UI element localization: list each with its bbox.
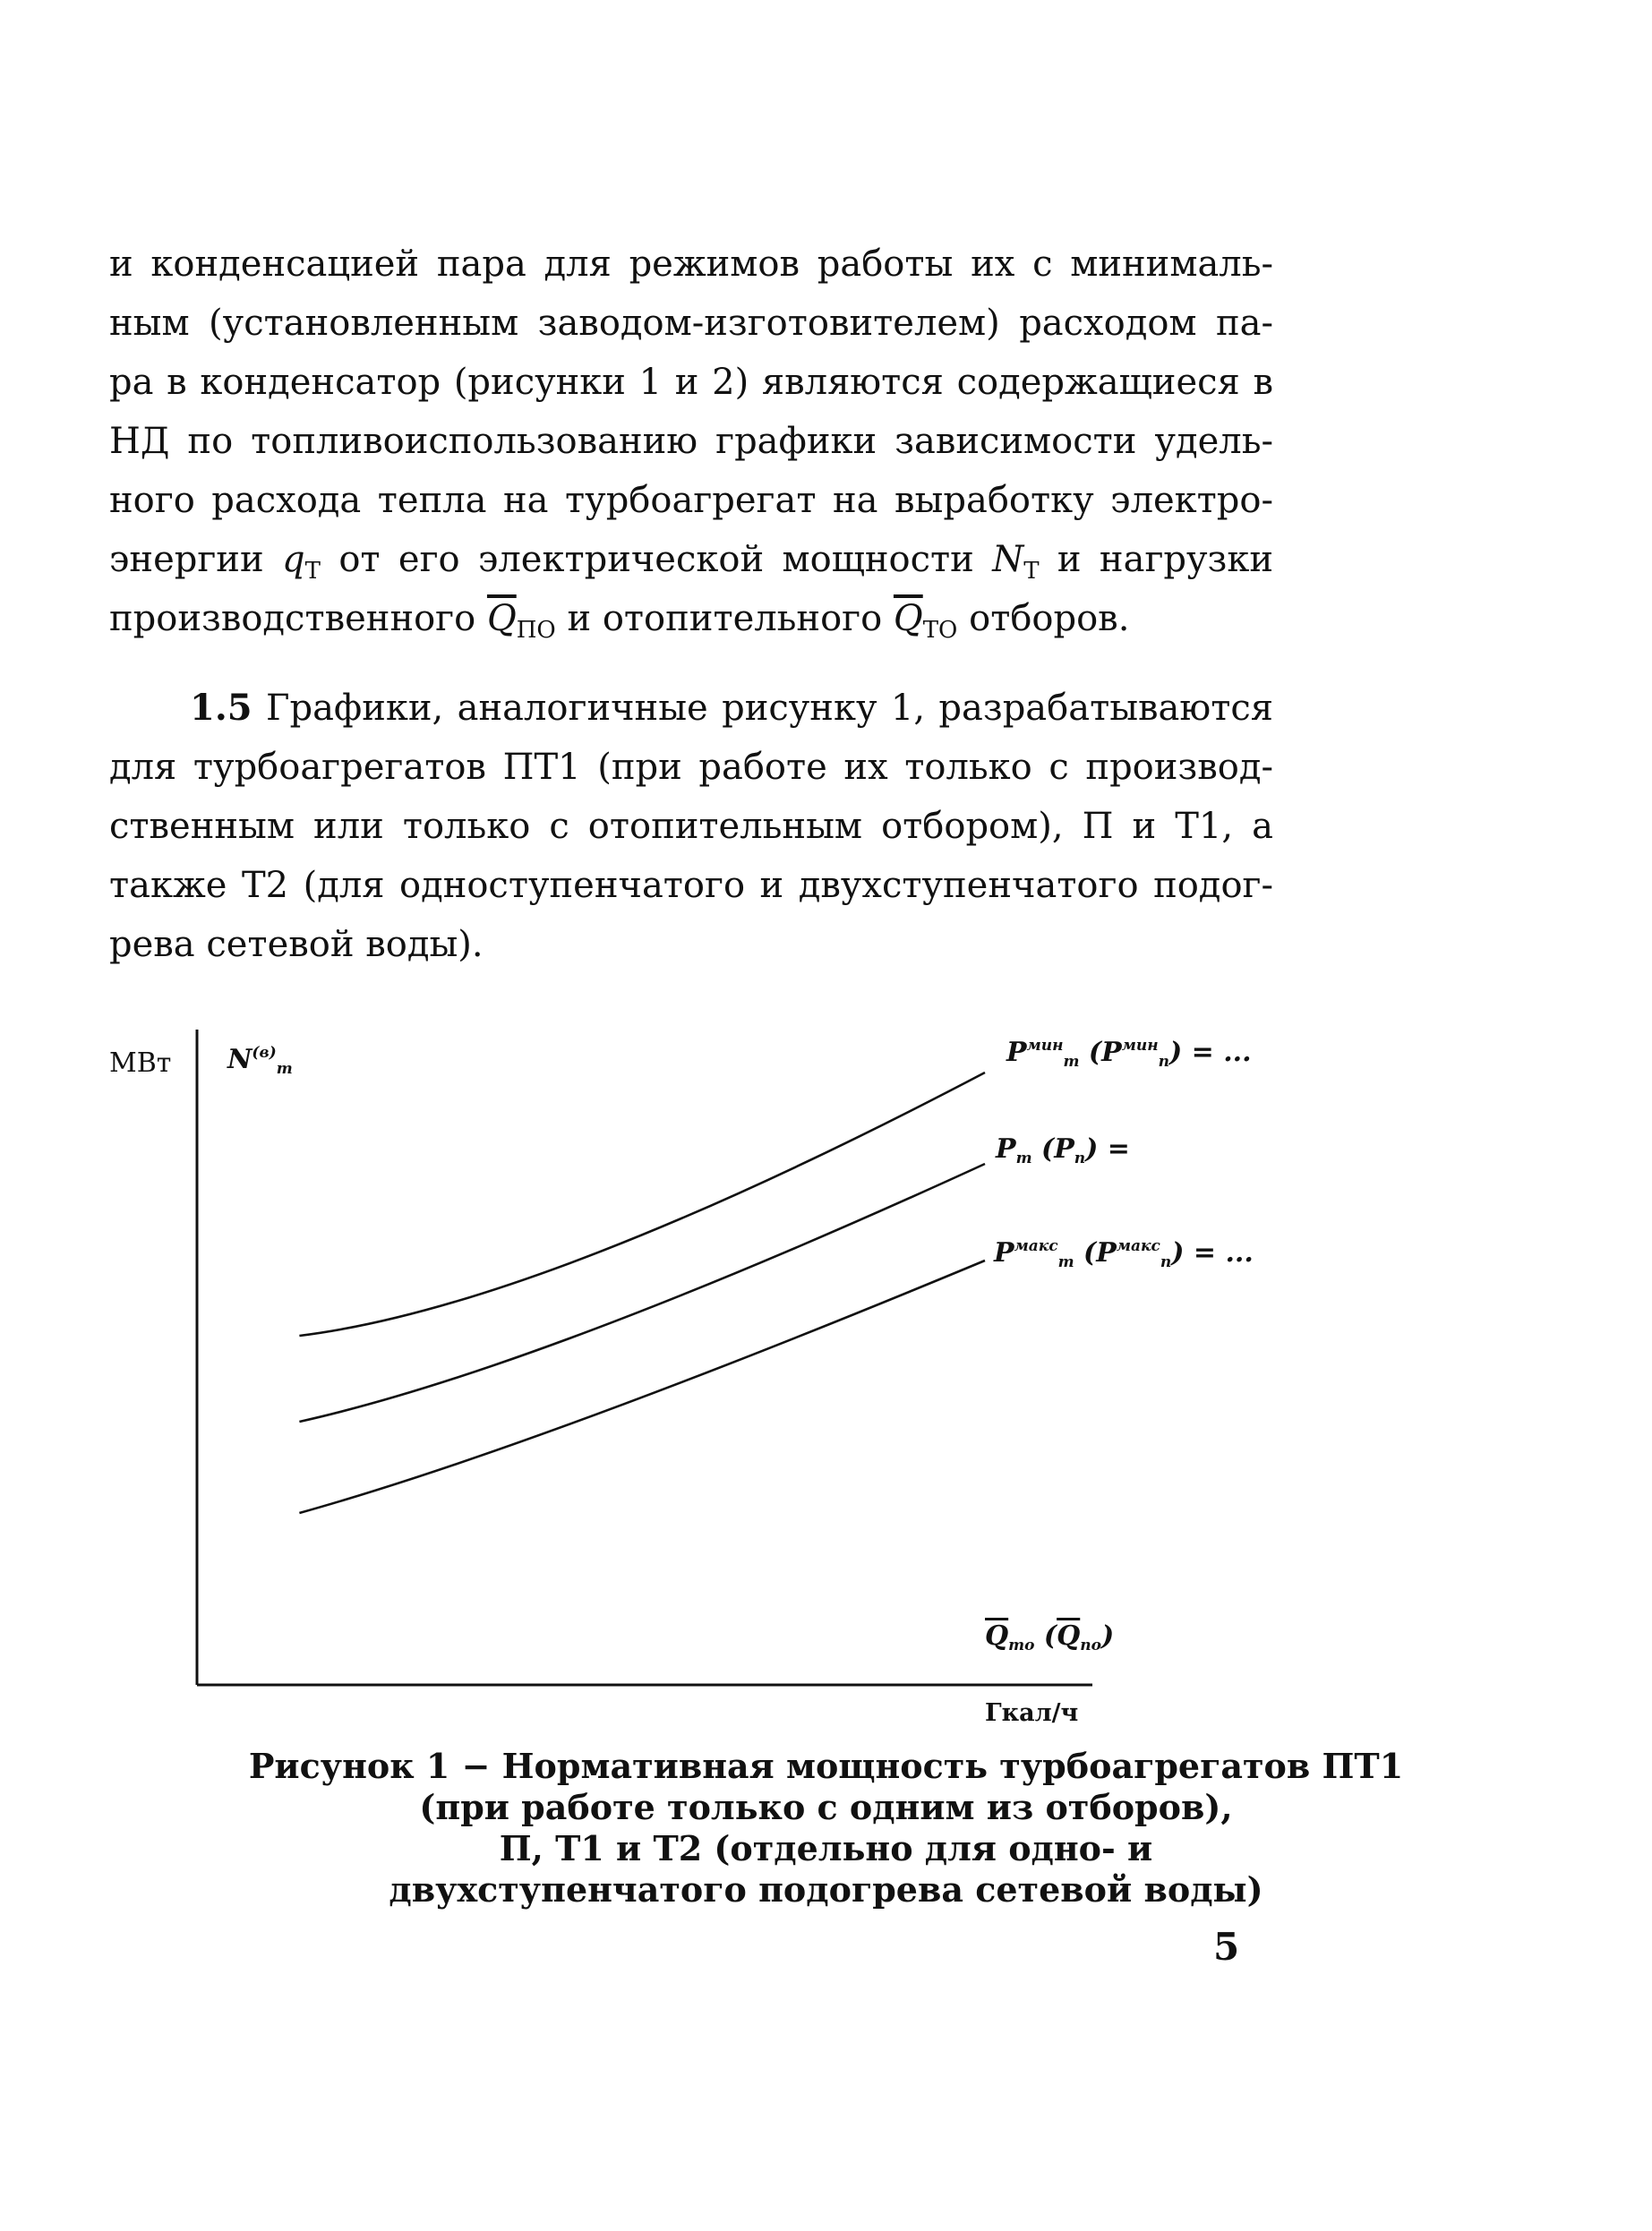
text-line: ственным или только с отопительным отбором), П и Т1, а	[109, 806, 1273, 847]
text-line: и конденсацией пара для режимов работы их с минималь-	[109, 244, 1273, 285]
text-line-formula-qpo: производственного $\overline{Q}_{ПО}$ и отопительного $\overline{Q}_{ТО}$ отборов.	[109, 598, 1130, 644]
x-axis-symbol: $\overline{Q}_{то}$ $(\overline{Q}_{по})$	[985, 1620, 1115, 1654]
section-number: 1.5	[190, 687, 253, 729]
caption-line: Рисунок 1 − Нормативная мощность турбоагрегатов ПТ1	[248, 1746, 1404, 1786]
text-line: рева сетевой воды).	[109, 924, 484, 965]
text-line: для турбоагрегатов ПТ1 (при работе их только с производ-	[109, 747, 1273, 788]
curve-series-3	[299, 1261, 985, 1513]
curve-label-max: $P^{макс}_т$ $(P^{макс}_п)$ = ...	[994, 1237, 1254, 1271]
caption-line: двухступенчатого подогрева сетевой воды)	[389, 1869, 1263, 1910]
curve-label-min: $P^{мин}_т$ $(P^{мин}_п)$ = ...	[1006, 1037, 1252, 1071]
curve-label-nominal: $P_т$ $(P_п)$ =	[996, 1133, 1130, 1167]
text-line-first: 1.5 Графики, аналогичные рисунку 1, разрабатываются	[190, 687, 1273, 729]
text-line-formula-q: энергии $q_Т$ от его электрической мощности $N_Т$ и нагрузки	[109, 539, 1274, 585]
x-axis-unit: Гкал/ч	[985, 1699, 1079, 1727]
text-line: ного расхода тепла на турбоагрегат на выработку электро-	[109, 480, 1273, 521]
text-line: ра в конденсатор (рисунки 1 и 2) являются содержащиеся в	[109, 362, 1273, 403]
chart-plot	[0, 1003, 1652, 1719]
caption-line: (при работе только с одним из отборов),	[419, 1787, 1233, 1827]
figure-1	[0, 1003, 1652, 1727]
caption-line: П, Т1 и Т2 (отдельно для одно- и	[499, 1828, 1153, 1868]
curve-series-1	[299, 1073, 985, 1336]
text-line: также Т2 (для одноступенчатого и двухступенчатого подог-	[109, 865, 1273, 906]
text-line: НД по топливоиспользованию графики зависимости удель-	[109, 421, 1273, 462]
text-line: ным (установленным заводом-изготовителем) расходом па-	[109, 303, 1273, 344]
page-number: 5	[1213, 1925, 1240, 1969]
paragraph-1	[109, 235, 1273, 648]
curve-series-2	[299, 1164, 985, 1422]
y-axis-unit: МВт	[109, 1047, 172, 1079]
paragraph-2	[109, 679, 1273, 974]
y-axis-symbol: $N^{(в)}_т$	[227, 1044, 293, 1078]
figure-caption	[0, 1746, 1652, 1910]
